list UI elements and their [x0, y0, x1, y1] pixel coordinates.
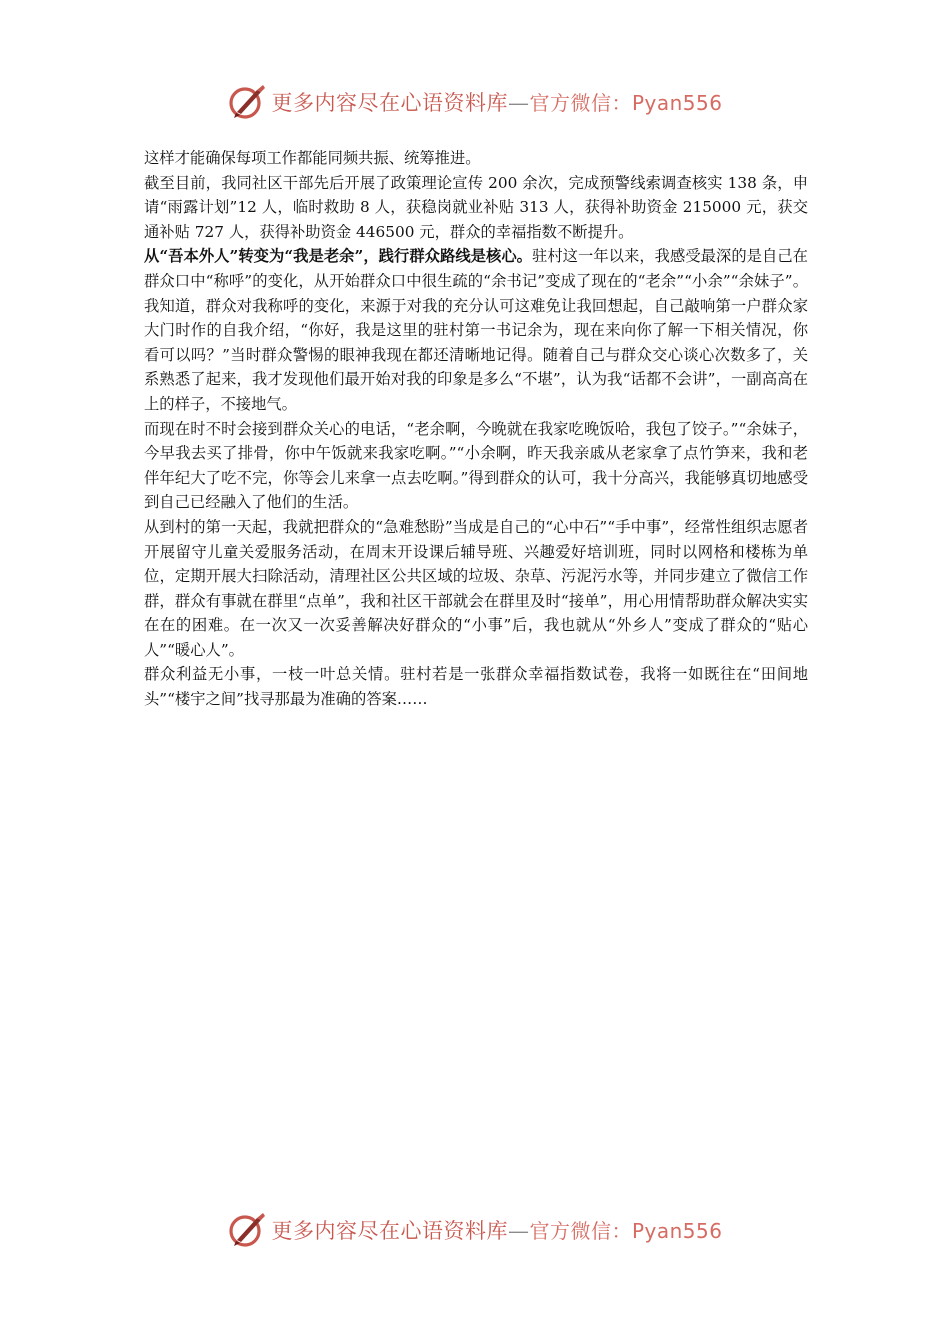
paragraph-text: 而现在时不时会接到群众关心的电话，“老余啊，今晚就在我家吃晚饭哈，我包了饺子。”“余妹子，今早我去买了排骨，你中午饭就来我家吃啊。”“小余啊，昨天我亲戚从老家拿了点竹笋来，我和老伴年纪大了吃不完，你等会儿来拿一点去吃啊。”得到群众的认可，我十分高兴，我能够真切地感受到自己已经融入了他们的生活。 [144, 419, 808, 512]
paragraph [144, 515, 808, 663]
footer-watermark-banner [0, 1208, 950, 1252]
paragraph [144, 417, 808, 515]
watermark-text: 更多内容尽在心语资料库—官方微信：Pyan556 [271, 1219, 723, 1243]
paragraph-text: 从到村的第一天起，我就把群众的“急难愁盼”当成是自己的“心中石”“手中事”，经常性组织志愿者开展留守儿童关爱服务活动，在周末开设课后辅导班、兴趣爱好培训班，同时以网格和楼栋为单位，定期开展大扫除活动，清理社区公共区域的垃圾、杂草、污泥污水等，并同步建立了微信工作群，群众有事就在群里“点单”，我和社区干部就会在群里及时“接单”，用心用情帮助群众解决实实在在的困难。在一次又一次妥善解决好群众的“小事”后，我也就从“外乡人”变成了群众的“贴心人”“暖心人”。 [144, 517, 808, 659]
paragraph [144, 171, 808, 245]
paragraph-text: 这样才能确保每项工作都能同频共振、统筹推进。 [144, 149, 481, 167]
paragraph-heading: 从“吾本外人”转变为“我是老余”，践行群众路线是核心。 [144, 247, 533, 266]
header-watermark-banner [0, 80, 950, 124]
quill-pen-logo-icon [227, 82, 267, 122]
paragraph-text: 截至目前，我同社区干部先后开展了政策理论宣传 200 余次，完成预警线索调查核实 138 条，申请“雨露计划”12 人，临时救助 8 人，获稳岗就业补贴 313 人，获得补助资金 215000 元，获交通补贴 727 人，获得补助资金 446500 元，群众的幸福指数不断提升。 [144, 173, 808, 241]
paragraph [144, 662, 808, 711]
paragraph-text: 驻村这一年以来，我感受最深的是自己在群众口中“称呼”的变化，从开始群众口中很生疏的“余书记”变成了现在的“老余”“小余”“余妹子”。我知道，群众对我称呼的变化，来源于对我的充分认可这难免让我回想起，自己敲响第一户群众家大门时作的自我介绍，“你好，我是这里的驻村第一书记余为，现在来向你了解一下相关情况，你看可以吗？”当时群众警惕的眼神我现在都还清晰地记得。随着自己与群众交心谈心次数多了，关系熟悉了起来，我才发现他们最开始对我的印象是多么“不堪”，认为我“话都不会讲”，一副高高在上的样子，不接地气。 [144, 247, 808, 413]
document-body [144, 146, 808, 712]
paragraph [144, 146, 808, 171]
quill-pen-logo-icon [227, 1210, 267, 1250]
watermark-text: 更多内容尽在心语资料库—官方微信：Pyan556 [271, 91, 723, 115]
paragraph-text: 群众利益无小事，一枝一叶总关情。驻村若是一张群众幸福指数试卷，我将一如既往在“田间地头”“楼宇之间”找寻那最为准确的答案…… [144, 665, 808, 709]
paragraph [144, 244, 808, 416]
